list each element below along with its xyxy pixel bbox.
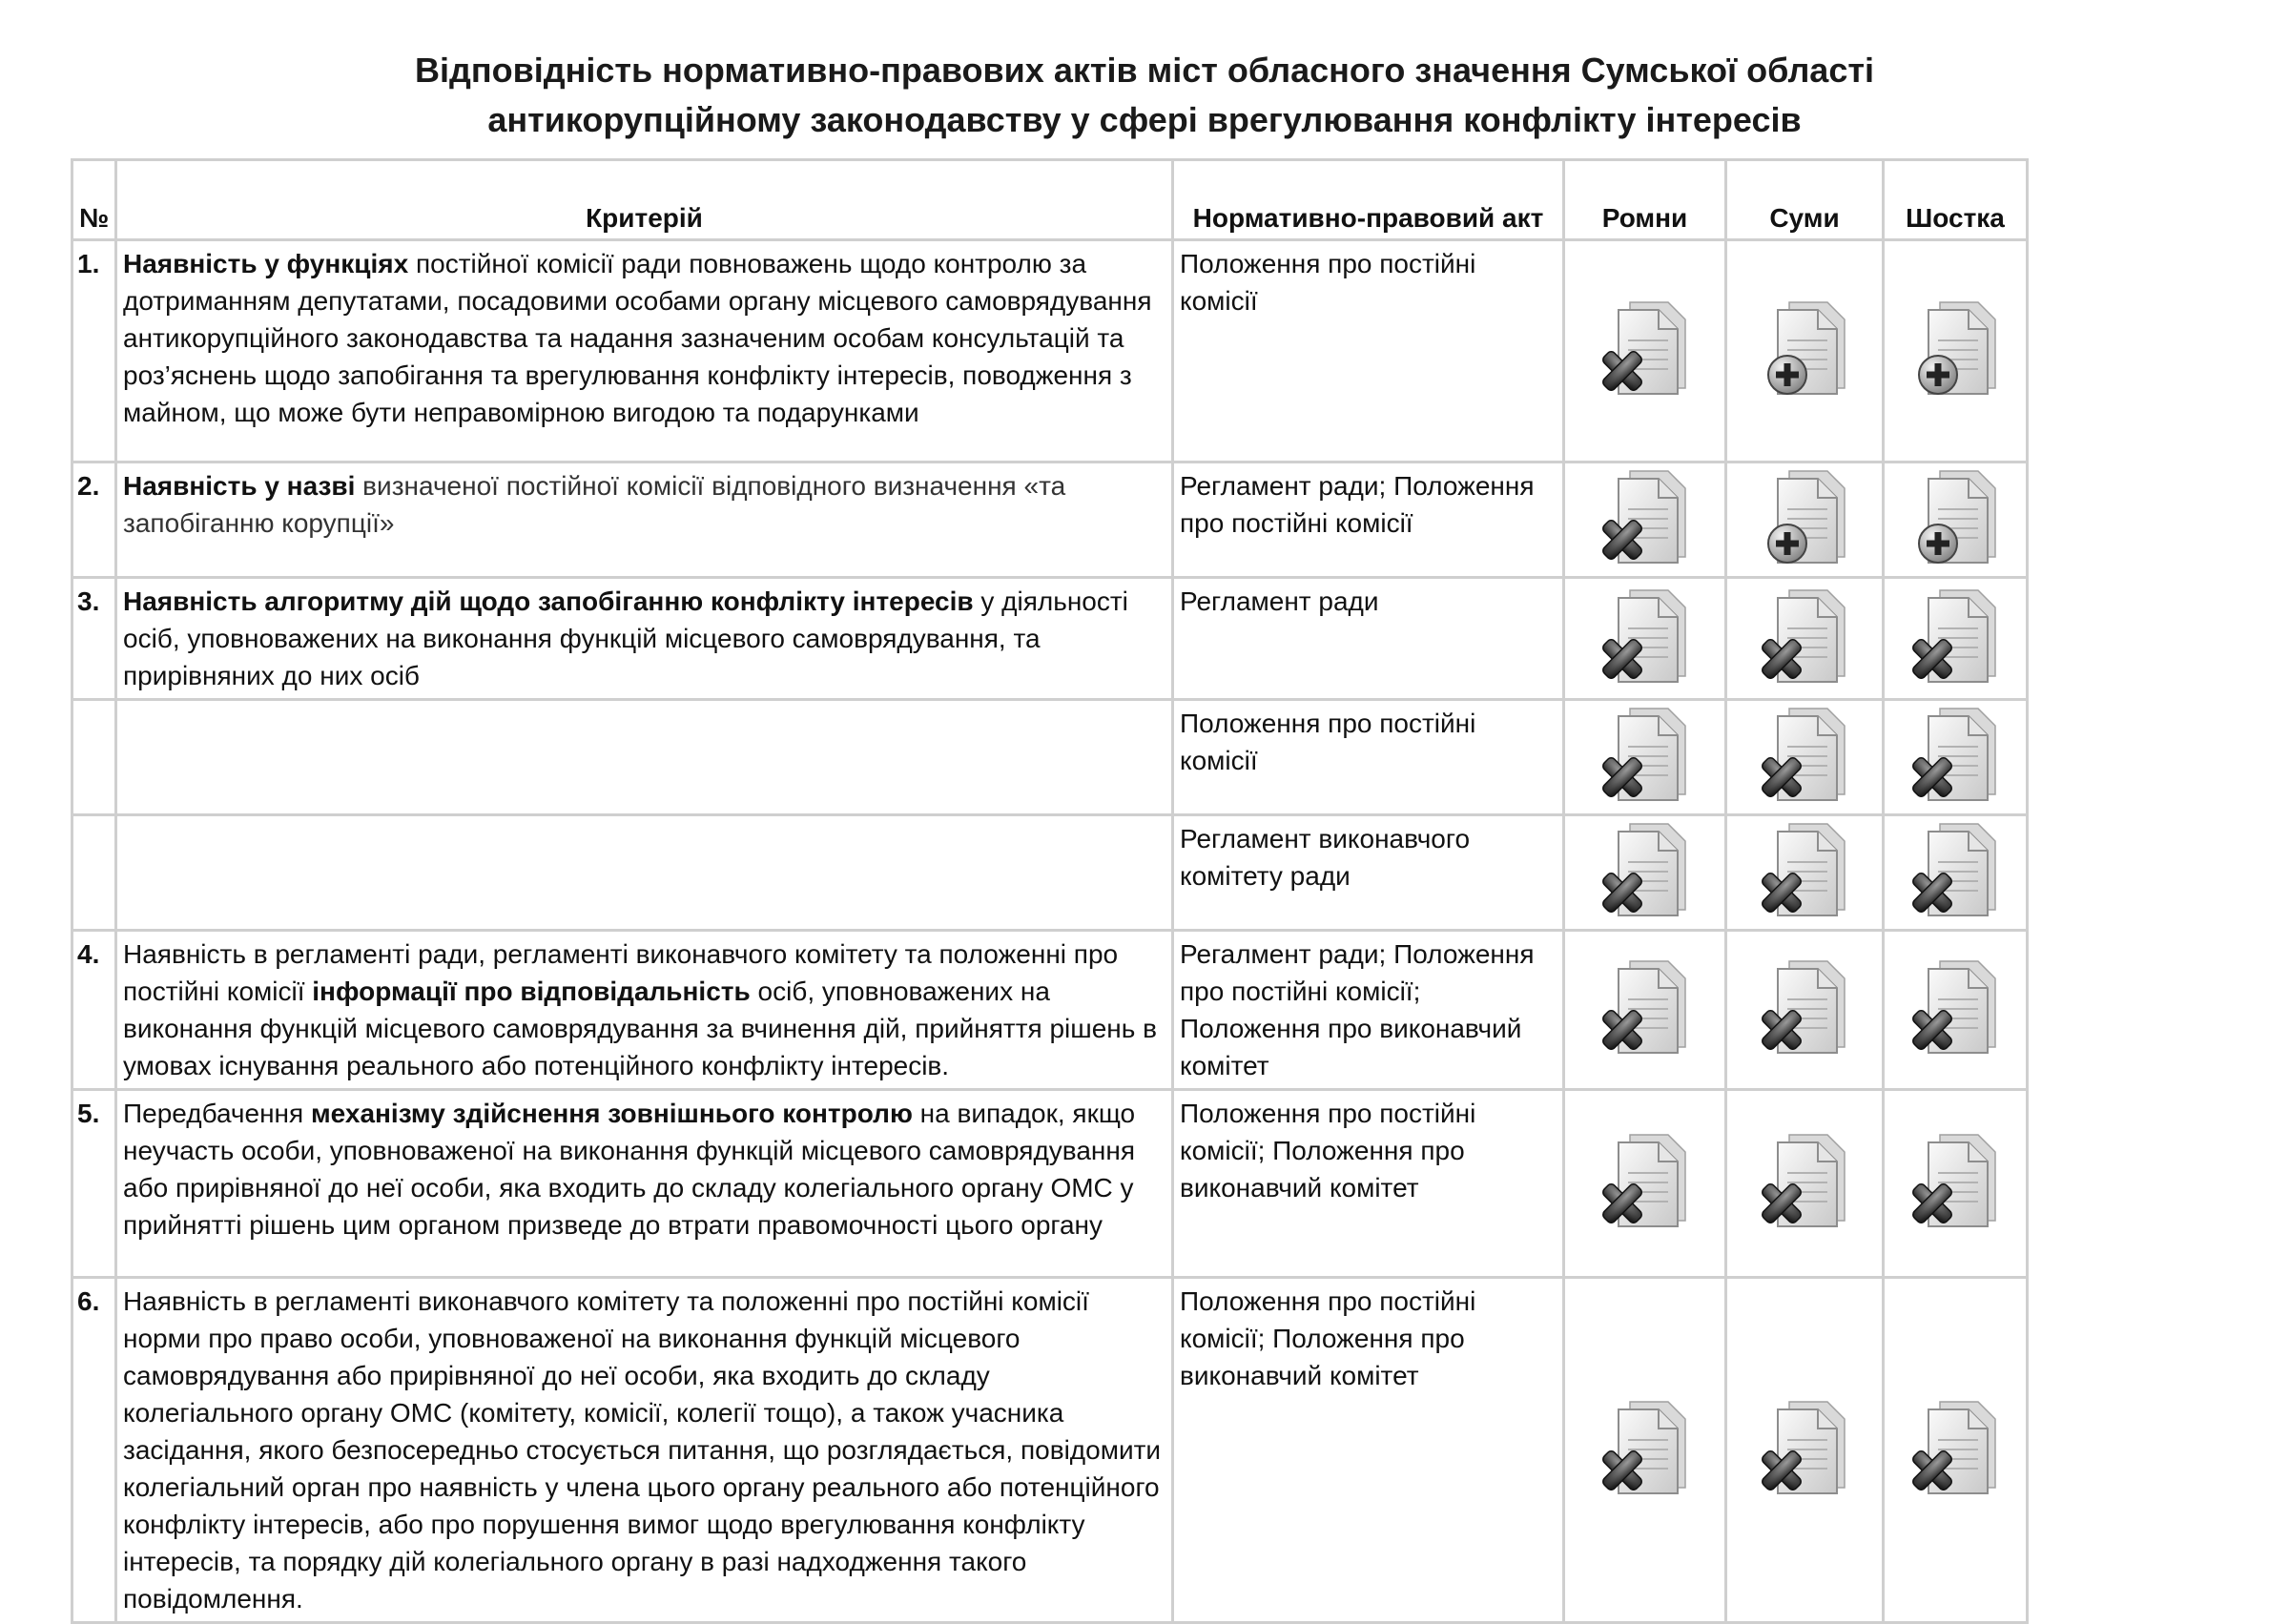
- table-row: [72, 1090, 2028, 1278]
- criterion-bold: Наявність у функціях: [123, 249, 409, 278]
- doc-plus-icon: [1908, 463, 2003, 566]
- status-sumy: [1726, 578, 1884, 700]
- row-number: [72, 815, 116, 931]
- criterion-cell: [116, 578, 1173, 700]
- row-number: [72, 700, 116, 815]
- doc-cross-icon: [1757, 816, 1852, 919]
- status-romny: [1564, 463, 1726, 578]
- row-number: 2.: [72, 463, 116, 578]
- doc-cross-icon: [1908, 583, 2003, 686]
- act-cell: Положення про постійні комісії; Положення про виконавчий комітет: [1173, 1278, 1564, 1623]
- doc-cross-icon: [1598, 954, 1693, 1057]
- act-cell: Регламент ради; Положення про постійні комісії: [1173, 463, 1564, 578]
- table-row: [72, 815, 2028, 931]
- header-city-shostka: Шостка: [1884, 160, 2028, 240]
- doc-cross-icon: [1908, 701, 2003, 804]
- status-romny: [1564, 240, 1726, 463]
- act-cell: Положення про постійні комісії; Положення про виконавчий комітет: [1173, 1090, 1564, 1278]
- criterion-text-pre: Наявність в регламенті ради, регламенті виконавчого комітету та положенні про постійні комісії: [123, 939, 1119, 1006]
- status-shostka: [1884, 463, 2028, 578]
- status-shostka: [1884, 815, 2028, 931]
- criterion-bold: Наявність алгоритму дій щодо запобіганню конфлікту інтересів: [123, 586, 974, 616]
- criterion-cell: [116, 815, 1173, 931]
- status-romny: [1564, 815, 1726, 931]
- criterion-cell: Наявність в регламенті виконавчого комітету та положенні про постійні комісії норми про право особи, уповноваженої на виконання функцій місцевого самоврядування або прирівняної до неї особи, яка входить до складу колегіального органу ОМС (комітету, комісії, колегії тощо), а також учасника засідання, якого безпосередньо стосується питання, що розглядається, повідомити колегіальний орган про наявність у члена цього органу реального або потенційного конфлікту інтересів, або про порушення вимог щодо врегулювання конфлікту інтересів, та порядку дій колегіального органу в разі надходження такого повідомлення.: [116, 1278, 1173, 1623]
- doc-cross-icon: [1598, 701, 1693, 804]
- table-row: [72, 700, 2028, 815]
- doc-cross-icon: [1598, 1394, 1693, 1497]
- status-romny: [1564, 931, 1726, 1090]
- row-number: 4.: [72, 931, 116, 1090]
- status-shostka: [1884, 700, 2028, 815]
- header-row: [72, 160, 2028, 240]
- title-line-1: Відповідність нормативно-правових актів міст обласного значення Сумської області: [415, 51, 1874, 90]
- criterion-bold: інформації про відповідальність: [312, 976, 751, 1006]
- status-sumy: [1726, 700, 1884, 815]
- criterion-cell: [116, 700, 1173, 815]
- act-cell: Регламент виконавчого комітету ради: [1173, 815, 1564, 931]
- row-number: 6.: [72, 1278, 116, 1623]
- doc-cross-icon: [1757, 701, 1852, 804]
- criterion-text: постійної комісії ради повноважень щодо контролю за дотриманням депутатами, посадовими особами органу місцевого самоврядування антикорупційного законодавства та надання зазначеним особам консультацій та роз’яснень щодо запобігання та врегулювання конфлікту інтересів, поводження з майном, що може бути неправомірною вигодою та подарунками: [123, 249, 1152, 427]
- criterion-cell: [116, 931, 1173, 1090]
- status-romny: [1564, 1090, 1726, 1278]
- doc-cross-icon: [1598, 463, 1693, 566]
- doc-cross-icon: [1908, 1394, 2003, 1497]
- header-city-romny: Ромни: [1564, 160, 1726, 240]
- doc-plus-icon: [1757, 295, 1852, 398]
- status-romny: [1564, 578, 1726, 700]
- row-number: 1.: [72, 240, 116, 463]
- doc-cross-icon: [1757, 1394, 1852, 1497]
- doc-cross-icon: [1598, 816, 1693, 919]
- criterion-bold: Наявність у назві: [123, 471, 356, 501]
- status-sumy: [1726, 931, 1884, 1090]
- doc-cross-icon: [1598, 1127, 1693, 1230]
- title-line-2: антикорупційному законодавству у сфері врегулювання конфлікту інтересів: [487, 100, 1802, 139]
- doc-cross-icon: [1757, 583, 1852, 686]
- page-title: [0, 46, 2289, 145]
- status-shostka: [1884, 240, 2028, 463]
- doc-plus-icon: [1908, 295, 2003, 398]
- header-city-sumy: Суми: [1726, 160, 1884, 240]
- row-number: 3.: [72, 578, 116, 700]
- row-number: 5.: [72, 1090, 116, 1278]
- table-row: [72, 931, 2028, 1090]
- criterion-cell: [116, 240, 1173, 463]
- table-row: [72, 463, 2028, 578]
- act-cell: Регламент ради: [1173, 578, 1564, 700]
- header-act: Нормативно-правовий акт: [1173, 160, 1564, 240]
- act-cell: Положення про постійні комісії: [1173, 240, 1564, 463]
- doc-cross-icon: [1908, 954, 2003, 1057]
- header-criterion: Критерій: [116, 160, 1173, 240]
- status-sumy: [1726, 240, 1884, 463]
- criterion-bold: механізму здійснення зовнішнього контролю: [310, 1099, 913, 1128]
- criterion-text: у діяльності осіб, уповноважених на виконання функцій місцевого самоврядування, та прирівняних до них осіб: [123, 586, 1128, 690]
- status-romny: [1564, 1278, 1726, 1623]
- criterion-text-pre: Передбачення: [123, 1099, 311, 1128]
- doc-plus-icon: [1757, 463, 1852, 566]
- doc-cross-icon: [1757, 954, 1852, 1057]
- status-shostka: [1884, 1278, 2028, 1623]
- doc-cross-icon: [1598, 295, 1693, 398]
- status-shostka: [1884, 578, 2028, 700]
- criterion-cell: [116, 463, 1173, 578]
- criterion-text: визначеної постійної комісії відповідного визначення «та запобіганню корупції»: [123, 471, 1066, 538]
- table-row: [72, 240, 2028, 463]
- status-sumy: [1726, 1278, 1884, 1623]
- status-shostka: [1884, 1090, 2028, 1278]
- criterion-text: осіб, уповноважених на виконання функцій місцевого самоврядування за вчинення дій, прийняття рішень в умовах існування реального або потенційного конфлікту інтересів.: [123, 976, 1158, 1080]
- status-sumy: [1726, 463, 1884, 578]
- act-cell: Положення про постійні комісії: [1173, 700, 1564, 815]
- doc-cross-icon: [1908, 1127, 2003, 1230]
- header-num: №: [72, 160, 116, 240]
- doc-cross-icon: [1757, 1127, 1852, 1230]
- criterion-text: на випадок, якщо неучасть особи, уповноваженої на виконання функцій місцевого самоврядування або прирівняної до неї особи, яка входить до складу колегіального органу ОМС у прийнятті рішень цим органом призведе до втрати правомочності цього органу: [123, 1099, 1136, 1240]
- table-row: [72, 578, 2028, 700]
- criterion-cell: [116, 1090, 1173, 1278]
- table-row: [72, 1278, 2028, 1623]
- compliance-table: [71, 158, 2029, 1624]
- status-romny: [1564, 700, 1726, 815]
- act-cell: Регалмент ради; Положення про постійні комісії; Положення про виконавчий комітет: [1173, 931, 1564, 1090]
- status-sumy: [1726, 1090, 1884, 1278]
- doc-cross-icon: [1598, 583, 1693, 686]
- doc-cross-icon: [1908, 816, 2003, 919]
- status-shostka: [1884, 931, 2028, 1090]
- status-sumy: [1726, 815, 1884, 931]
